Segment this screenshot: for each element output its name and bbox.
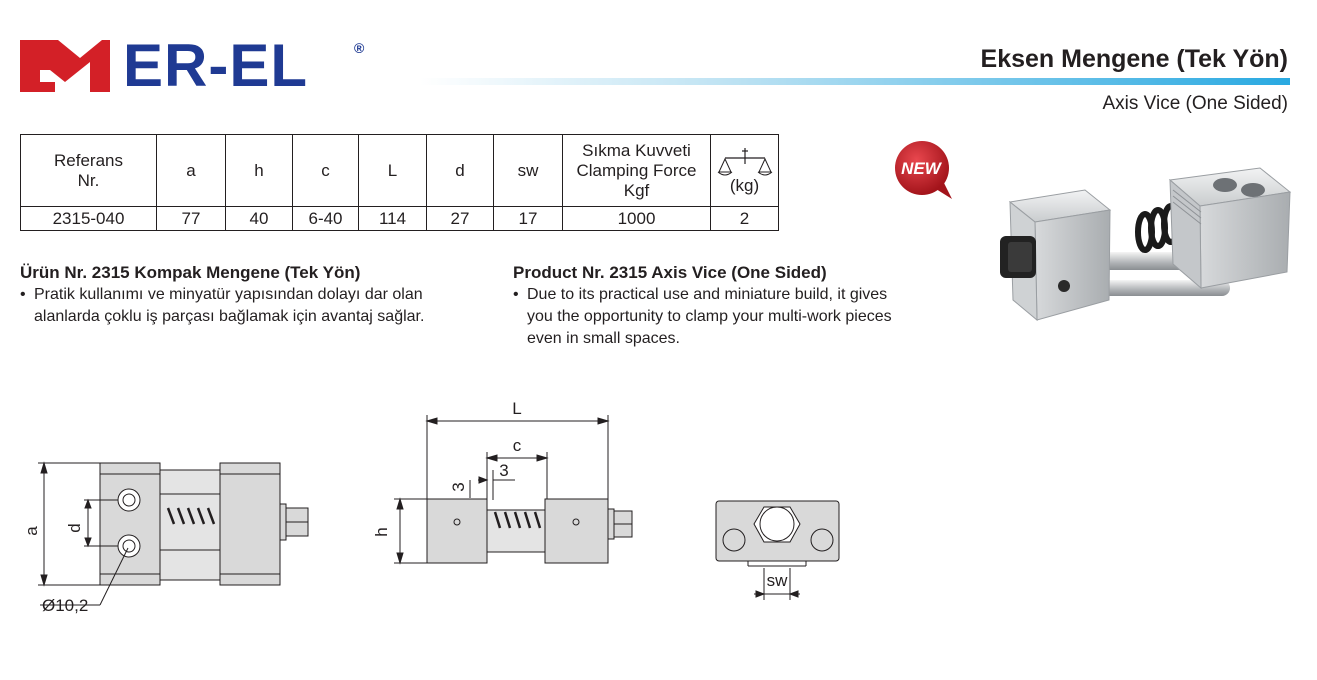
cell-force: 1000	[563, 207, 711, 231]
description-tr	[20, 262, 424, 328]
right-jaw-top-view	[220, 463, 280, 585]
col-header-c: c	[293, 135, 359, 207]
dim-label-3-vertical: 3	[449, 482, 468, 492]
title-underline	[420, 78, 1290, 85]
dim-label-L: L	[512, 399, 522, 418]
col-header-h: h	[226, 135, 293, 207]
col-header-L: L	[359, 135, 427, 207]
dim-label-c: c	[512, 436, 522, 455]
brand-logo	[20, 32, 365, 99]
dim-label-hole: Ø10,2	[42, 596, 89, 615]
description-tr-item: • Pratik kullanımı ve minyatür yapısından dolayı dar olan alanlarda çoklu iş parçası bağlamak için avantaj sağlar.	[20, 286, 425, 325]
weight-unit: (kg)	[729, 175, 760, 195]
new-badge-label: NEW	[901, 159, 941, 178]
new-badge	[888, 139, 958, 210]
dim-label-a: a	[22, 526, 41, 536]
col-header-ref: Referans Nr.	[21, 135, 157, 207]
cell-c: 6-40	[293, 207, 359, 231]
col-header-sw: sw	[494, 135, 563, 207]
description-en-item: • Due to its practical use and miniature build, it gives you the opportunity to clamp your multi-work pieces even in small spaces.	[513, 286, 892, 347]
product-photo	[995, 160, 1295, 345]
cell-d: 27	[427, 207, 494, 231]
spec-table	[20, 134, 779, 231]
dim-label-sw: sw	[766, 571, 788, 590]
description-en-title: Product Nr. 2315 Axis Vice (One Sided)	[513, 263, 827, 282]
brand-name: ER-EL	[123, 32, 308, 99]
dim-label-3-horizontal: 3	[499, 461, 509, 480]
cell-ref: 2315-040	[21, 207, 157, 231]
page-subtitle: Axis Vice (One Sided)	[1102, 93, 1288, 114]
page-title: Eksen Mengene (Tek Yön)	[980, 45, 1288, 73]
dim-label-h: h	[372, 527, 391, 537]
registered-mark: ®	[354, 40, 365, 56]
table-header-row	[21, 135, 779, 207]
description-en	[513, 262, 892, 350]
cell-weight: 2	[711, 207, 779, 231]
cell-L: 114	[359, 207, 427, 231]
dim-label-d: d	[65, 523, 84, 533]
technical-drawing	[0, 390, 860, 630]
col-header-weight	[711, 135, 779, 207]
col-header-d: d	[427, 135, 494, 207]
col-header-force: Sıkma Kuvveti Clamping Force Kgf	[563, 135, 711, 207]
er-el-emblem-icon	[20, 40, 110, 92]
description-tr-title: Ürün Nr. 2315 Kompak Mengene (Tek Yön)	[20, 263, 361, 282]
table-row	[21, 207, 779, 231]
cell-a: 77	[157, 207, 226, 231]
cell-h: 40	[226, 207, 293, 231]
left-jaw-top-view	[100, 463, 160, 585]
col-header-a: a	[157, 135, 226, 207]
cell-sw: 17	[494, 207, 563, 231]
